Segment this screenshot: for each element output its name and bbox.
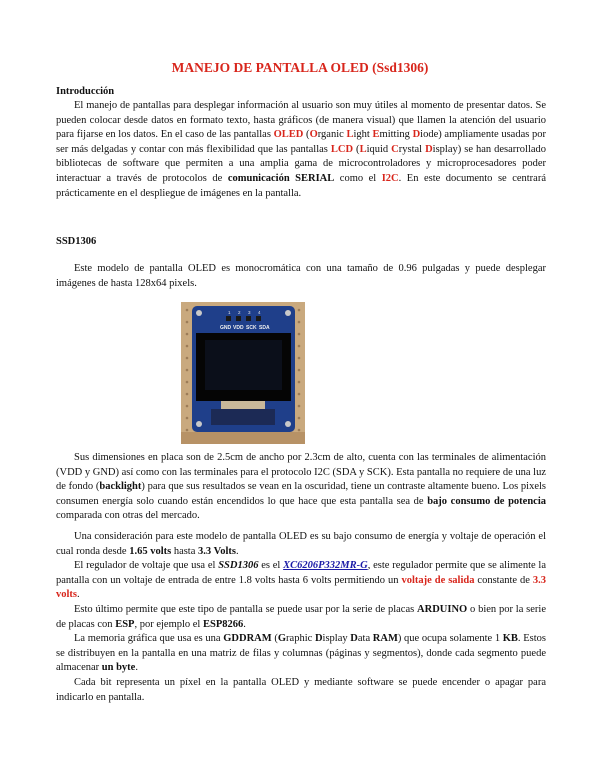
ssd-paragraph-6: La memoria gráfica que usa es una GDDRAM (Graphic Display Data RAM) que ocupa solamente 1 KB. Estos se distribuyen en la pantalla en una matriz de filas y columnas (páginas y segmentos), donde cada segmento puede almacenar un byte. [56, 633, 546, 674]
ssd1306-heading: SSD1306 [56, 236, 97, 247]
ssd-paragraph-4: El regulador de voltaje que usa el SSD1306 es el XC6206P332MR-G, este regulador permite que se alimente la pantalla con un voltaje de entrada de entre 1.8 volts hasta 6 volts permitiendo un voltaje de salida constante de 3.3 volts. [56, 560, 547, 601]
oled-module-photo [181, 302, 305, 444]
ssd-paragraph-1: Este modelo de pantalla OLED es monocromática con una tamaño de 0.96 pulgadas y puede desplegar imágenes de hasta 128x64 pixels. [56, 263, 546, 289]
ssd-paragraph-5: Esto último permite que este tipo de pantalla se puede usar por la serie de placas ARDUINO o bien por la serie de placas con ESP, por ejemplo el ESP8266. [56, 604, 547, 630]
pin-label-sck: SCK [246, 325, 257, 331]
pin-number-4: 4 [258, 310, 261, 315]
intro-heading: Introducción [56, 86, 115, 97]
ssd-paragraph-2: Sus dimensiones en placa son de 2.5cm de ancho por 2.3cm de alto, cuenta con las terminales de alimentación (VDD y GND) así como con las terminales para el protocolo I2C (SDA y SCK). Esta pantalla no requiere de una luz de fondo (backlight) para que sus resultados se vean en la oscuridad, tiene un contraste altamente bueno. Los pixels consumen energía solo cuando están encendidos lo que hace que esta pantalla sea de bajo consumo de potencia comparada con otras del mercado. [56, 452, 547, 522]
ssd-paragraph-7: Cada bit representa un píxel en la pantalla OLED y mediante software se puede encender o apagar para indicarlo en pantalla. [56, 677, 546, 703]
pin-label-sda: SDA [259, 325, 270, 331]
pin-number-2: 2 [238, 310, 241, 315]
pin-label-gnd: GND [220, 325, 232, 331]
pin-number-1: 1 [228, 310, 231, 315]
pin-label-vdd: VDD [233, 325, 244, 331]
regulator-link[interactable]: XC6206P332MR-G [283, 560, 368, 571]
intro-paragraph: El manejo de pantallas para desplegar información al usuario son muy útiles al momento de presentar datos. Se pueden colocar desde datos en formato texto, hasta gráficos (de manera visual) que llamen la atención del usuario para fijarse en los datos. En el caso de las pantallas OLED (Organic Light Emitting Diode) ampliamente usadas por ser más delgadas y contar con más flexibilidad que las pantallas LCD (Liquid Crystal Display) se han desarrollado bibliotecas de software que permiten a una amplia gama de microcontroladores y microprocesadores poder interactuar a través de protocolos de comunicación SERIAL como el I2C. En este documento se centrará prácticamente en el despliegue de imágenes en la pantalla. [56, 100, 547, 199]
ssd-paragraph-3: Una consideración para este modelo de pantalla OLED es su bajo consumo de energía y voltaje de operación el cual ronda desde 1.65 volts hasta 3.3 Volts. [56, 531, 546, 557]
pin-number-3: 3 [248, 310, 251, 315]
page-title: MANEJO DE PANTALLA OLED (Ssd1306) [171, 60, 429, 75]
